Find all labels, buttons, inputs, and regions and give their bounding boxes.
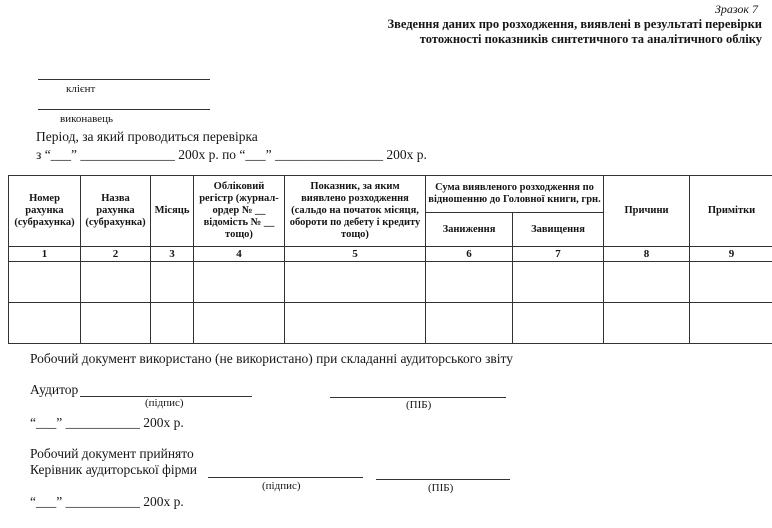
head-date: “___” ___________ 200х р.	[30, 494, 184, 509]
header-notes: Примітки	[690, 176, 772, 247]
period-label: Період, за який проводиться перевірка	[36, 129, 258, 144]
table-cell	[285, 262, 426, 303]
header-discrepancy-group: Сума виявленого розходження по відношенню до Головної книги, грн.	[426, 176, 604, 213]
table-cell	[151, 303, 194, 344]
auditor-name-label: (ПІБ)	[406, 399, 432, 411]
period-dates: з “___” ______________ 200х р. по “___” ________________ 200х р.	[36, 147, 427, 162]
column-number: 7	[513, 247, 604, 262]
title-line-2: тотожності показників синтетичного та аналітичного обліку	[419, 32, 762, 46]
head-name-label: (ПІБ)	[428, 482, 454, 494]
sample-label: Зразок 7	[714, 2, 758, 16]
head-signature-label: (підпис)	[262, 480, 301, 492]
column-number: 8	[604, 247, 690, 262]
header-reasons: Причини	[604, 176, 690, 247]
table-cell	[604, 262, 690, 303]
header-register: Обліковий регістр (журнал-ордер № __ відомість № __ тощо)	[194, 176, 285, 247]
table-cell	[426, 303, 513, 344]
head-label: Керівник аудиторської фірми	[30, 462, 197, 477]
column-number: 3	[151, 247, 194, 262]
table-row	[9, 262, 772, 303]
table-cell	[690, 262, 772, 303]
header-overstatement: Завищення	[513, 213, 604, 247]
header-understatement: Заниження	[426, 213, 513, 247]
column-number: 4	[194, 247, 285, 262]
table-cell	[81, 303, 151, 344]
table-cell	[513, 303, 604, 344]
table-cell	[9, 303, 81, 344]
client-label: клієнт	[66, 83, 96, 95]
table-cell	[513, 262, 604, 303]
table-row	[9, 303, 772, 344]
auditor-name-line	[330, 397, 506, 398]
table-cell	[194, 262, 285, 303]
column-number: 6	[426, 247, 513, 262]
table-cell	[81, 262, 151, 303]
column-number: 1	[9, 247, 81, 262]
auditor-label: Аудитор	[30, 382, 79, 397]
header-indicator: Показник, за яким виявлено розходження (сальдо на початок місяця, обороти по дебету і кредиту тощо)	[285, 176, 426, 247]
column-number: 5	[285, 247, 426, 262]
header-month: Місяць	[151, 176, 194, 247]
executor-label: виконавець	[60, 113, 114, 125]
table-cell	[604, 303, 690, 344]
head-signature-line	[208, 477, 363, 478]
table-cell	[285, 303, 426, 344]
client-line	[38, 79, 210, 80]
header-account-name: Назва рахунка (субрахунка)	[81, 176, 151, 247]
table-cell	[9, 262, 81, 303]
table-cell	[151, 262, 194, 303]
head-name-line	[376, 479, 510, 480]
accepted-statement: Робочий документ прийнято	[30, 446, 194, 461]
table-cell	[194, 303, 285, 344]
table-cell	[426, 262, 513, 303]
column-number: 2	[81, 247, 151, 262]
executor-line	[38, 109, 210, 110]
column-number: 9	[690, 247, 772, 262]
header-account-number: Номер рахунка (субрахунка)	[9, 176, 81, 247]
title-line-1: Зведення даних про розходження, виявлені в результаті перевірки	[387, 17, 762, 31]
used-statement: Робочий документ використано (не використано) при складанні аудиторського звіту	[30, 351, 514, 366]
document-title	[292, 17, 762, 47]
table-cell	[690, 303, 772, 344]
column-number-row	[9, 247, 772, 262]
auditor-signature-label: (підпис)	[145, 397, 184, 409]
discrepancy-table	[8, 175, 772, 344]
auditor-date: “___” ___________ 200х р.	[30, 415, 184, 430]
